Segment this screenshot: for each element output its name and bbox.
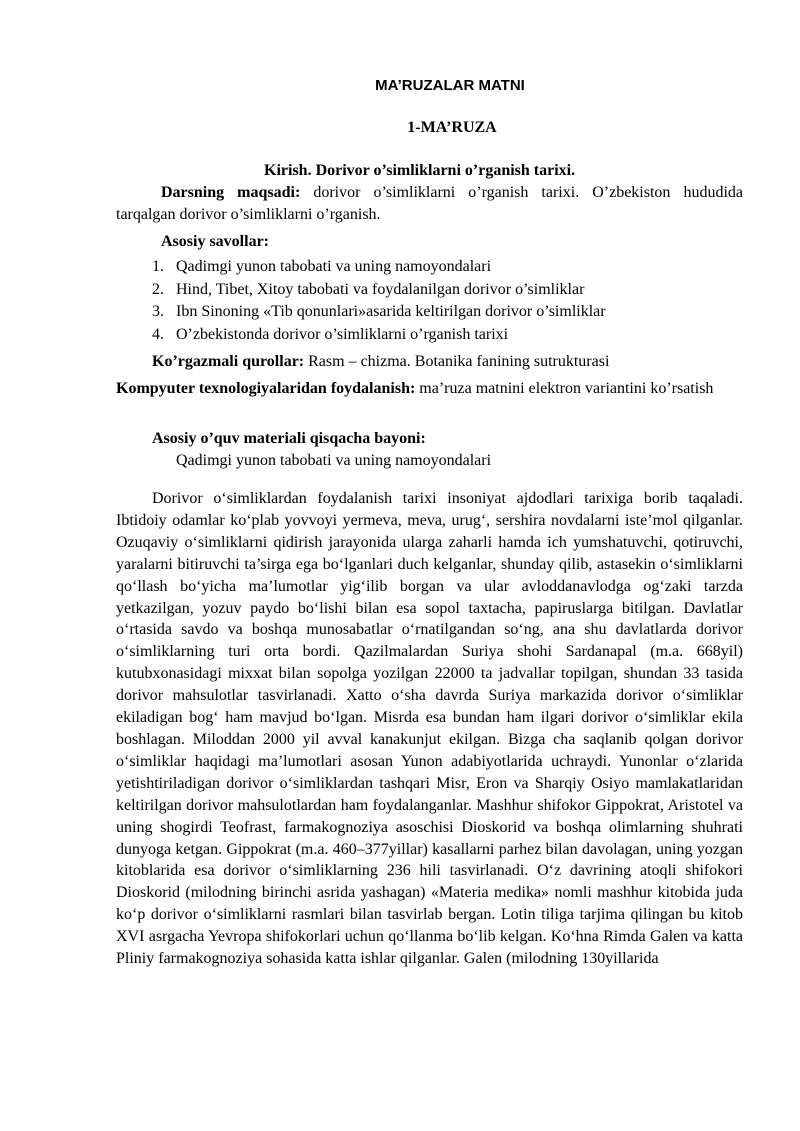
list-item bbox=[152, 256, 606, 279]
lesson-goal bbox=[116, 182, 743, 226]
questions-heading: Asosiy savollar: bbox=[161, 233, 269, 250]
summary-heading: Asosiy o’quv materiali qisqacha bayoni: bbox=[152, 430, 426, 447]
visual-aids-text: Rasm – chizma. Botanika fanining sutrukturasi bbox=[304, 353, 610, 370]
list-item-number: 4. bbox=[152, 325, 164, 343]
list-item-number: 2. bbox=[152, 280, 164, 298]
lecture-number: 1-MA’RUZA bbox=[407, 119, 497, 136]
list-item bbox=[152, 279, 606, 302]
list-item bbox=[152, 324, 606, 347]
lesson-goal-label: Darsning maqsadi: bbox=[161, 184, 301, 201]
technology-label: Kompyuter texnologiyalaridan foydalanish: bbox=[116, 380, 416, 397]
list-item-number: 1. bbox=[152, 258, 164, 275]
list-item-number: 3. bbox=[152, 303, 164, 320]
questions-list bbox=[152, 256, 606, 346]
lesson-goal-text: dorivor o’simliklarni o’rganish tarixi. O’zbekiston hududida tarqalgan dorivor o’simliklarni o’rganish. bbox=[116, 184, 743, 223]
summary-subheading: Qadimgi yunon tabobati va uning namoyondalari bbox=[176, 452, 492, 469]
document-title: MA’RUZALAR MATNI bbox=[375, 77, 525, 94]
list-item-text: Qadimgi yunon tabobati va uning namoyondalari bbox=[176, 258, 492, 275]
list-item-text: O’zbekistonda dorivor o’simliklarni o’rganish tarixi bbox=[176, 325, 509, 343]
lecture-topic: Kirish. Dorivor o’simliklarni o’rganish tarixi. bbox=[264, 162, 576, 179]
list-item bbox=[152, 301, 606, 324]
technology-text: ma’ruza matnini elektron variantini ko’rsatish bbox=[415, 380, 714, 397]
main-paragraph: Dorivor o‘simliklardan foydalanish tarixi insoniyat ajdodlari tarixiga borib taqaladi. Ibtidoiy odamlar ko‘plab yovvoyi yermeva, meva, urug‘, sershira novdalarni iste’mol qilganlar. Ozuqaviy o‘simliklarni qidirish jarayonida ularga zaharli hamda ich yumshatuvchi, qotiruvchi, yaralarni bitiruvchi ta’sirga ega bo‘lganlari duch kelganlar, shunday qilib, astasekin o‘simliklarni qo‘llash bo‘yicha ma’lumotlar yig‘ilib borgan va ular avloddanavlodga og‘zaki tarzda yetkazilgan, yozuv paydo bo‘lishi bilan esa sopol taxtacha, papiruslarga bitilgan. Davlatlar o‘rtasida savdo va boshqa munosabatlar o‘rnatilgandan so‘ng, ana shu davlatlarda dorivor o‘simliklarning turi orta bordi. Qazilmalardan Suriya shohi Sardanapal (m.a. 668yil) kutubxonasidagi mixxat bilan sopolga yozilgan 22000 ta jadvallar topilgan, shundan 33 tasida dorivor mahsulotlar tasvirlanadi. Xatto o‘sha davrda Suriya markazida dorivor o‘simliklar ekiladigan bog‘ ham mavjud bo‘lgan. Misrda esa bundan ham ilgari dorivor o‘simliklar ekila boshlagan. Miloddan 2000 yil avval kanakunjut ekilgan. Bizga cha saqlanib qolgan dorivor o‘simliklar haqidagi ma’lumotlari asosan Yunon adabiyotlarida uchraydi. Yunonlar o‘zlarida yetishtiriladigan dorivor o‘simliklardan tashqari Misr, Eron va Sharqiy Osiyo mamlakatlaridan keltirilgan dorivor mahsulotlardan ham foydalanganlar. Mashhur shifokor Gippokrat, Aristotel va uning shogirdi Teofrast, farmakognoziya asoschisi Dioskorid va boshqa olimlarning shuhrati dunyoga ketgan. Gippokrat (m.a. 460–377yillar) kasallarni parhez bilan davolagan, uning yozgan kitoblarida esa dorivor o‘simliklarning 236 hili tasvirlanadi. O‘z davrining atoqli shifokori Dioskorid (milodning birinchi asrida yashagan) «Materia medika» nomli mashhur kitobida juda ko‘p dorivor o‘simliklarni rasmlari bilan tasvirlab bergan. Lotin tiliga tarjima qilingan bu kitob XVI asrgacha Yevropa shifokorlari uchun qo‘llanma bo‘lib kelgan. Ko‘hna Rimda Galen va katta Pliniy farmakognoziya sohasida katta ishlar qilganlar. Galen (milodning 130yillarida bbox=[116, 490, 743, 968]
list-item-text: Hind, Tibet, Xitoy tabobati va foydalanilgan dorivor o’simliklar bbox=[176, 280, 585, 298]
visual-aids-label: Ko’rgazmali qurollar: bbox=[152, 353, 305, 370]
visual-aids bbox=[152, 353, 609, 371]
list-item-text: Ibn Sinoning «Tib qonunlari»asarida keltirilgan dorivor o’simliklar bbox=[176, 303, 606, 320]
technology-usage bbox=[116, 378, 743, 400]
